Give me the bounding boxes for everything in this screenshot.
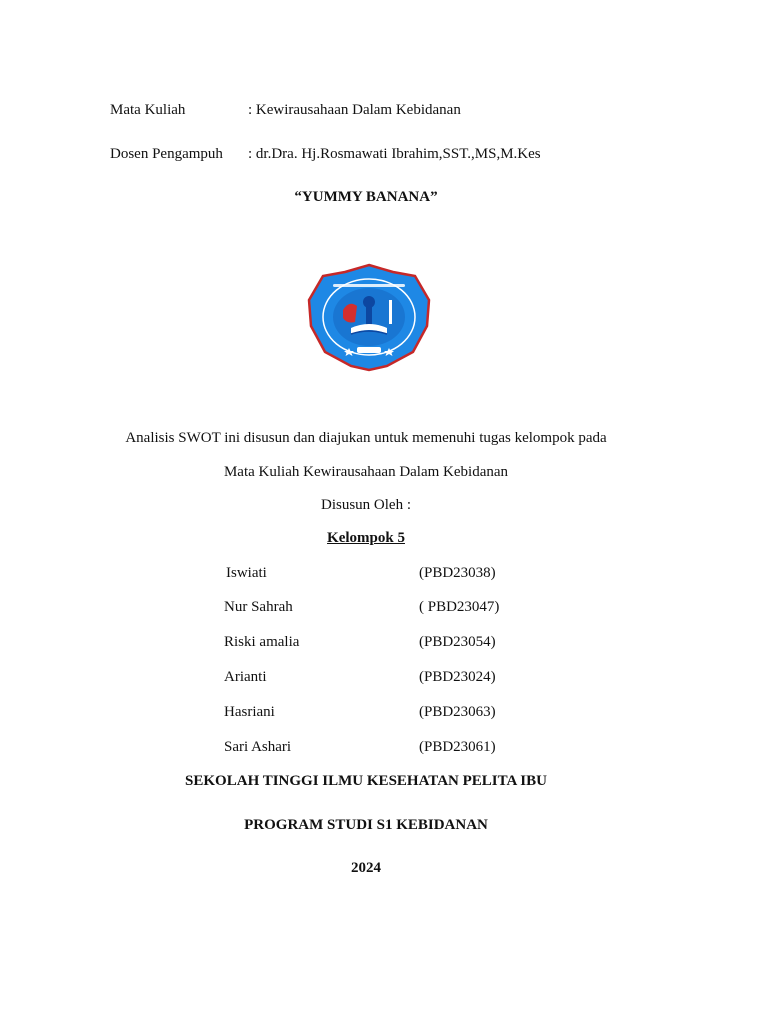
study-program: PROGRAM STUDI S1 KEBIDANAN	[244, 817, 488, 833]
member-name: Sari Ashari	[224, 739, 292, 755]
member-id: (PBD23061)	[419, 739, 496, 755]
member-id: (PBD23063)	[419, 704, 496, 720]
member-id: (PBD23024)	[419, 669, 496, 685]
logo-ribbon	[357, 347, 381, 353]
group-name: Kelompok 5	[327, 530, 405, 546]
prepared-by: Disusun Oleh :	[321, 497, 411, 513]
member-id: ( PBD23047)	[419, 599, 500, 615]
intro-line-2: Mata Kuliah Kewirausahaan Dalam Kebidanan	[223, 464, 509, 480]
member-name: Hasriani	[224, 704, 275, 720]
document-title: “YUMMY BANANA”	[294, 189, 438, 205]
institution-logo	[305, 262, 433, 372]
member-name: Riski amalia	[224, 634, 300, 650]
lecturer-label: Dosen Pengampuh	[110, 146, 223, 162]
member-id: (PBD23038)	[419, 565, 496, 581]
member-id: (PBD23054)	[419, 634, 496, 650]
institution-name: SEKOLAH TINGGI ILMU KESEHATAN PELITA IBU	[185, 773, 547, 789]
logo-top-lettering	[333, 284, 405, 287]
year: 2024	[351, 860, 381, 876]
course-label: Mata Kuliah	[110, 102, 186, 118]
lecturer-value: : dr.Dra. Hj.Rosmawati Ibrahim,SST.,MS,M.Kes	[248, 146, 541, 162]
member-name: Arianti	[224, 669, 267, 685]
member-name: Iswiati	[226, 565, 267, 581]
course-value: : Kewirausahaan Dalam Kebidanan	[248, 102, 461, 118]
intro-line-1: Analisis SWOT ini disusun dan diajukan untuk memenuhi tugas kelompok pada	[125, 430, 607, 446]
member-name: Nur Sahrah	[224, 599, 293, 615]
